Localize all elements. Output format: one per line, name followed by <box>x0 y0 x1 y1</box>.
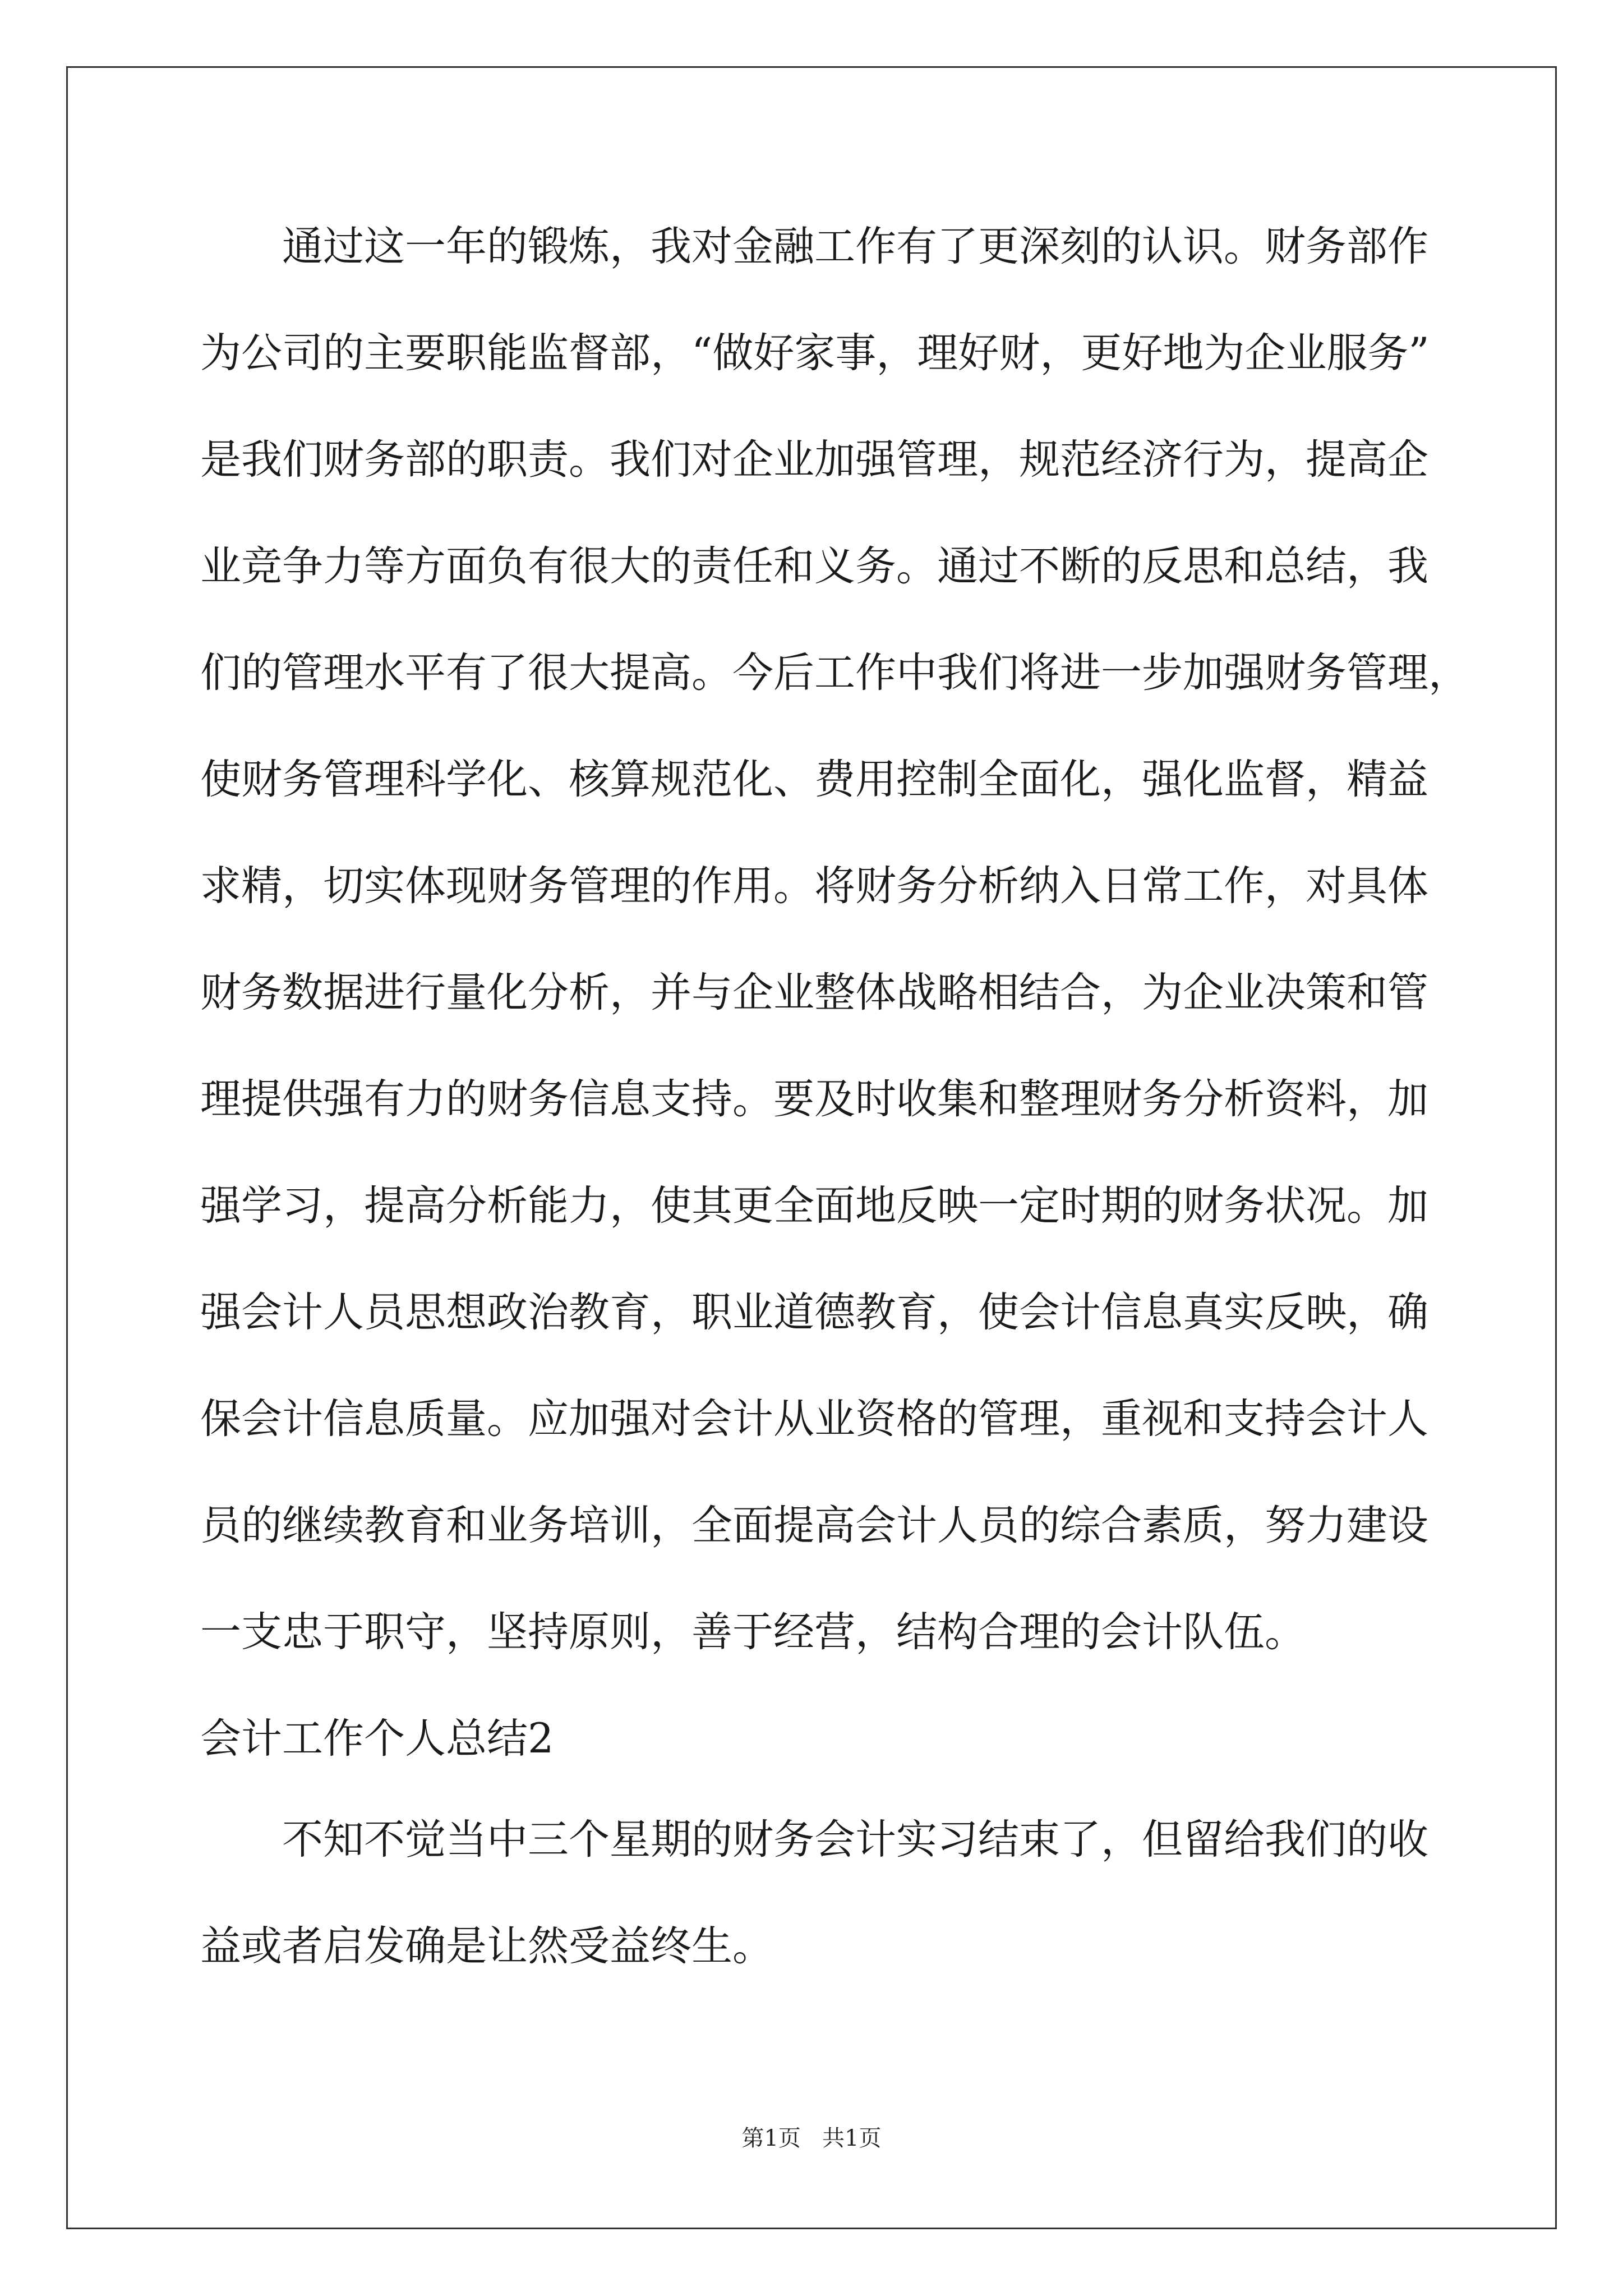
text-line: 益或者启发确是让然受益终生。 <box>200 1922 773 1970</box>
section-heading: 会计工作个人总结2 <box>200 1715 554 1763</box>
text-line: 为公司的主要职能监督部，“做好家事，理好财，更好地为企业服务” <box>200 329 1430 377</box>
text-line: 强会计人员思想政治教育，职业道德教育，使会计信息真实反映，确 <box>200 1289 1428 1336</box>
document-body <box>200 216 1469 2022</box>
text-line: 一支忠于职守，坚持原则，善于经营，结构合理的会计队伍。 <box>200 1608 1306 1656</box>
text-line: 强学习，提高分析能力，使其更全面地反映一定时期的财务状况。加 <box>200 1182 1428 1230</box>
text-line: 使财务管理科学化、核算规范化、费用控制全面化，强化监督，精益 <box>200 756 1428 803</box>
text-line: 们的管理水平有了很大提高。今后工作中我们将进一步加强财务管理， <box>200 649 1469 697</box>
text-line: 不知不觉当中三个星期的财务会计实习结束了，但留给我们的收 <box>282 1816 1428 1864</box>
text-line: 员的继续教育和业务培训，全面提高会计人员的综合素质，努力建设 <box>200 1502 1428 1549</box>
text-line: 理提供强有力的财务信息支持。要及时收集和整理财务分析资料，加 <box>200 1075 1428 1123</box>
page-footer: 第1页 共1页 <box>741 2125 882 2151</box>
text-line: 业竞争力等方面负有很大的责任和义务。通过不断的反思和总结，我 <box>200 542 1428 590</box>
text-line: 保会计信息质量。应加强对会计从业资格的管理，重视和支持会计人 <box>200 1395 1428 1443</box>
text-line: 财务数据进行量化分析，并与企业整体战略相结合，为企业决策和管 <box>200 969 1428 1016</box>
text-line: 通过这一年的锻炼，我对金融工作有了更深刻的认识。财务部作 <box>282 223 1428 270</box>
text-line: 是我们财务部的职责。我们对企业加强管理，规范经济行为，提高企 <box>200 436 1428 484</box>
paragraph-2 <box>200 1809 1434 2022</box>
text-line: 求精，切实体现财务管理的作用。将财务分析纳入日常工作，对具体 <box>200 862 1428 910</box>
paragraph-1 <box>200 216 1469 1708</box>
